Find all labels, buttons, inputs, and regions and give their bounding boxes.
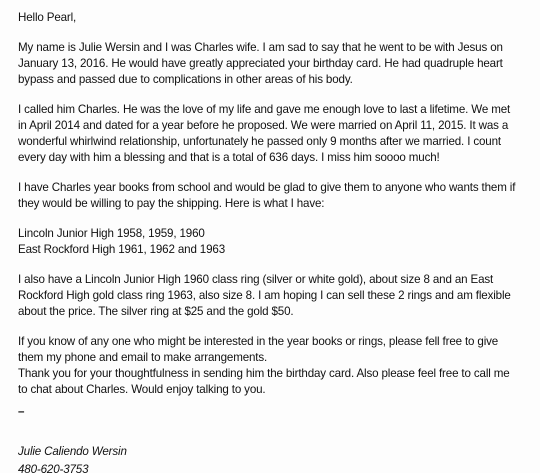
paragraph-2-line-4: every day with him a blessing and that is a total of 636 days. I miss him soooo much! <box>18 151 440 164</box>
paragraph-6-line-1: If you know of any one who might be interested in the year books or rings, please fell free to give <box>18 335 499 348</box>
paragraph-2-line-3: wonderful whirlwind relationship, unfortunately he passed only 9 months after we married. I count <box>18 135 501 148</box>
yearbook-item-1: Lincoln Junior High 1958, 1959, 1960 <box>18 227 205 240</box>
paragraph-1-line-3: bypass and passed due to complications in other areas of his body. <box>18 73 353 86</box>
paragraph-5-line-2: Rockford High gold class ring 1963, also size 8. I am hoping I can sell these 2 rings and am flexible <box>18 289 511 302</box>
phone-number: 480-620-3753 <box>18 463 89 473</box>
paragraph-6-line-2: them my phone and email to make arrangements. <box>18 351 268 364</box>
paragraph-7-line-2: to chat about Charles. Would enjoy talking to you. <box>18 383 266 396</box>
paragraph-1-line-2: January 13, 2016. He would have greatly appreciated your birthday card. He had quadruple heart <box>18 57 503 70</box>
yearbook-item-2: East Rockford High 1961, 1962 and 1963 <box>18 243 226 256</box>
signature: Julie Caliendo Wersin <box>18 445 127 458</box>
paragraph-2-line-2: in April 2014 and dated for a year before he proposed. We were married on April 11, 2015. It was a <box>18 119 509 132</box>
paragraph-1-line-1: My name is Julie Wersin and I was Charles wife. I am sad to say that he went to be with Jesus on <box>18 41 503 54</box>
closing-dash: – <box>18 405 25 418</box>
paragraph-3-line-2: they would be willing to pay the shipping. Here is what I have: <box>18 197 325 210</box>
paragraph-3-line-1: I have Charles year books from school and would be glad to give them to anyone who wants them if <box>18 181 516 194</box>
paragraph-5-line-3: about the price. The silver ring at $25 and the gold $50. <box>18 305 294 318</box>
paragraph-7-line-1: Thank you for your thoughtfulness in sending him the birthday card. Also please feel free to call me <box>18 367 510 380</box>
paragraph-2-line-1: I called him Charles. He was the love of my life and gave me enough love to last a lifetime. We met <box>18 103 511 116</box>
paragraph-5-line-1: I also have a Lincoln Junior High 1960 class ring (silver or white gold), about size 8 and an East <box>18 273 494 286</box>
greeting: Hello Pearl, <box>18 11 77 24</box>
